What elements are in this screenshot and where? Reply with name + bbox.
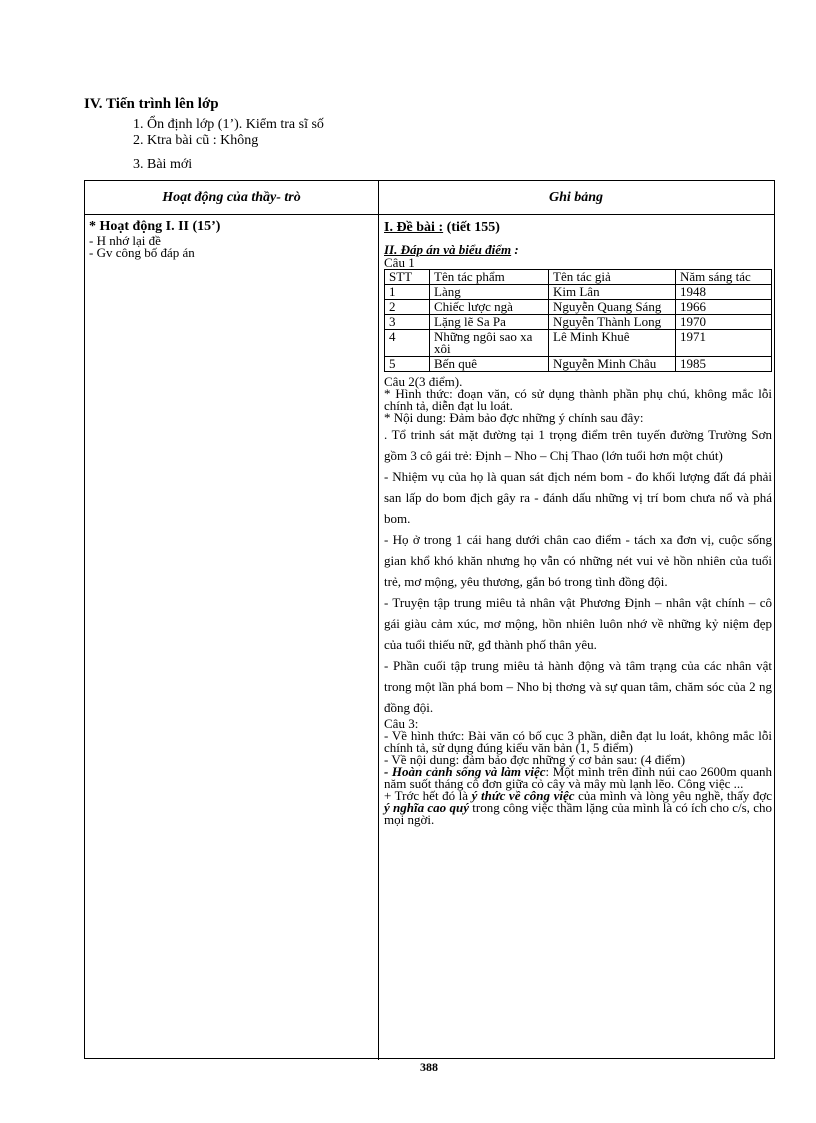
activity-item: - Gv công bố đáp án [89,245,195,260]
table-cell: Kim Lân [549,285,676,300]
question-3-content: - Về nội dung: đảm bảo đợc những ý cơ bản sau: (4 điểm) [384,752,686,767]
question-2-content: * Nội dung: Đảm bảo đợc những ý chính sau đây: [384,410,644,425]
answer-title [384,243,772,257]
question-2-form: * Hình thức: đoạn văn, có sử dụng thành phần phụ chú, không mắc lỗi chính tả, diễn đạt lu loát. [384,386,772,413]
table-cell: Chiếc lược ngà [430,300,549,315]
answer-point-1: . Tổ trinh sát mặt đường tại 1 trọng điểm trên tuyến đường Trường Sơn gồm 3 cô gái trẻ: Định – Nho – Chị Thao (lớn tuổi hơn một chút) [384,427,772,463]
table-cell: Lặng lẽ Sa Pa [430,315,549,330]
activity-item: - H nhớ lại đề [89,233,161,248]
table-cell: Làng [430,285,549,300]
table-cell: Nguyễn Quang Sáng [549,300,676,315]
table-cell: Những ngôi sao xa xôi [430,330,549,357]
table-cell: 1971 [676,330,772,357]
table-row [385,357,772,372]
answer-point-7-e: trong công việc thầm lặng của mình là có ích cho c/s, cho mọi ngời. [384,800,772,827]
exam-title-label: I. Đề bài : [384,220,444,235]
table-cell: 1 [385,285,430,300]
exam-title-rest: (tiết 155) [446,220,500,235]
answer-point-3: - Họ ở trong 1 cái hang dưới chân cao điểm - tách xa đơn vị, cuộc sống gian khổ khó khăn nhưng họ vẫn có những nét vui vẻ hồn nhiên của tuổi trẻ, mơ mộng, yêu thương, gắn bó trong tình đồng đội. [384,532,772,589]
answer-point-4: - Truyện tập trung miêu tả nhân vật Phương Định – nhân vật chính – cô gái giàu cảm xúc, mơ mộng, hồn nhiên luôn nhớ về những kỷ niệm đẹp của tuổi thiếu nữ, gđ thành phố thân yêu. [384,595,772,652]
question-2-label: Câu 2(3 điểm). [384,374,463,389]
table-row [385,300,772,315]
table-cell: 4 [385,330,430,357]
table-cell: 3 [385,315,430,330]
answer-point-2: - Nhiệm vụ của họ là quan sát địch ném bom - đo khối lượng đất đá phải san lấp do bom địch gây ra - đánh dấu những vị trí bom chưa nổ và phá bom. [384,469,772,526]
question-3-label: Câu 3: [384,716,419,731]
table-cell: Nguyễn Thành Long [549,315,676,330]
table-cell: Lê Minh Khuê [549,330,676,357]
exam-title [384,219,772,237]
table-row [385,285,772,300]
header-cell: STT [385,270,430,285]
works-table [384,269,772,372]
question-1-label: Câu 1 [384,255,415,270]
activities-column [89,219,374,259]
step-1: 1. Ổn định lớp (1’). Kiểm tra sĩ số [133,117,324,132]
table-cell: Bến quê [430,357,549,372]
table-cell: Nguyễn Minh Châu [549,357,676,372]
header-cell: Năm sáng tác [676,270,772,285]
table-cell: 2 [385,300,430,315]
col-header-board: Ghi bảng [378,181,774,215]
table-cell: 1966 [676,300,772,315]
answer-point-6-rest: : Một mình trên đỉnh núi cao 2600m quanh năm suốt tháng cô đơn giữa cỏ cây và mây mù lạnh lẽo. Công việc ... [384,764,772,791]
page-number: 388 [420,1060,438,1074]
table-cell: 1948 [676,285,772,300]
table-cell: 1970 [676,315,772,330]
answer-point-7-d: ý nghĩa cao quý [384,800,469,815]
answer-point-7-b: ý thức về công việc [471,788,575,803]
board-column [384,219,772,826]
column-divider [378,214,379,1060]
table-cell: 5 [385,357,430,372]
answer-point-7-a: + Trớc hết đó là [384,788,472,803]
answer-point-5: - Phần cuối tập trung miêu tả hành động và tâm trạng của các nhân vật trong một lần phá bom – Nho bị thơng và sự quan tâm, chăm sóc của 2 ng đồng đội. [384,658,772,715]
answer-point-7 [384,790,772,826]
step-2: 2. Ktra bài cũ : Không [133,133,259,148]
answer-point-6 [384,766,772,790]
table-cell: 1985 [676,357,772,372]
header-cell: Tên tác giả [549,270,676,285]
answer-title-label: II. Đáp án và biểu điểm [384,242,512,257]
question-3-form: - Về hình thức: Bài văn có bố cục 3 phần, diễn đạt lu loát, không mắc lỗi chính tả, sử dụng đúng kiểu văn bản (1, 5 điểm) [384,728,772,755]
step-3: 3. Bài mới [133,157,193,172]
header-cell: Tên tác phẩm [430,270,549,285]
table-row [385,330,772,357]
answer-point-6-bold: - Hoàn cảnh sống và làm việc [384,764,546,779]
lesson-table [84,180,775,1059]
answer-point-7-c: của mình và lòng yêu nghề, thấy đợc [574,788,772,803]
works-header-row [385,270,772,285]
activity-title: * Hoạt động I. II (15’) [89,219,221,234]
section-heading: IV. Tiến trình lên lớp [84,96,219,112]
col-header-activities: Hoạt động của thầy- trò [85,181,379,215]
answer-title-rest: : [514,242,519,257]
table-row [385,315,772,330]
